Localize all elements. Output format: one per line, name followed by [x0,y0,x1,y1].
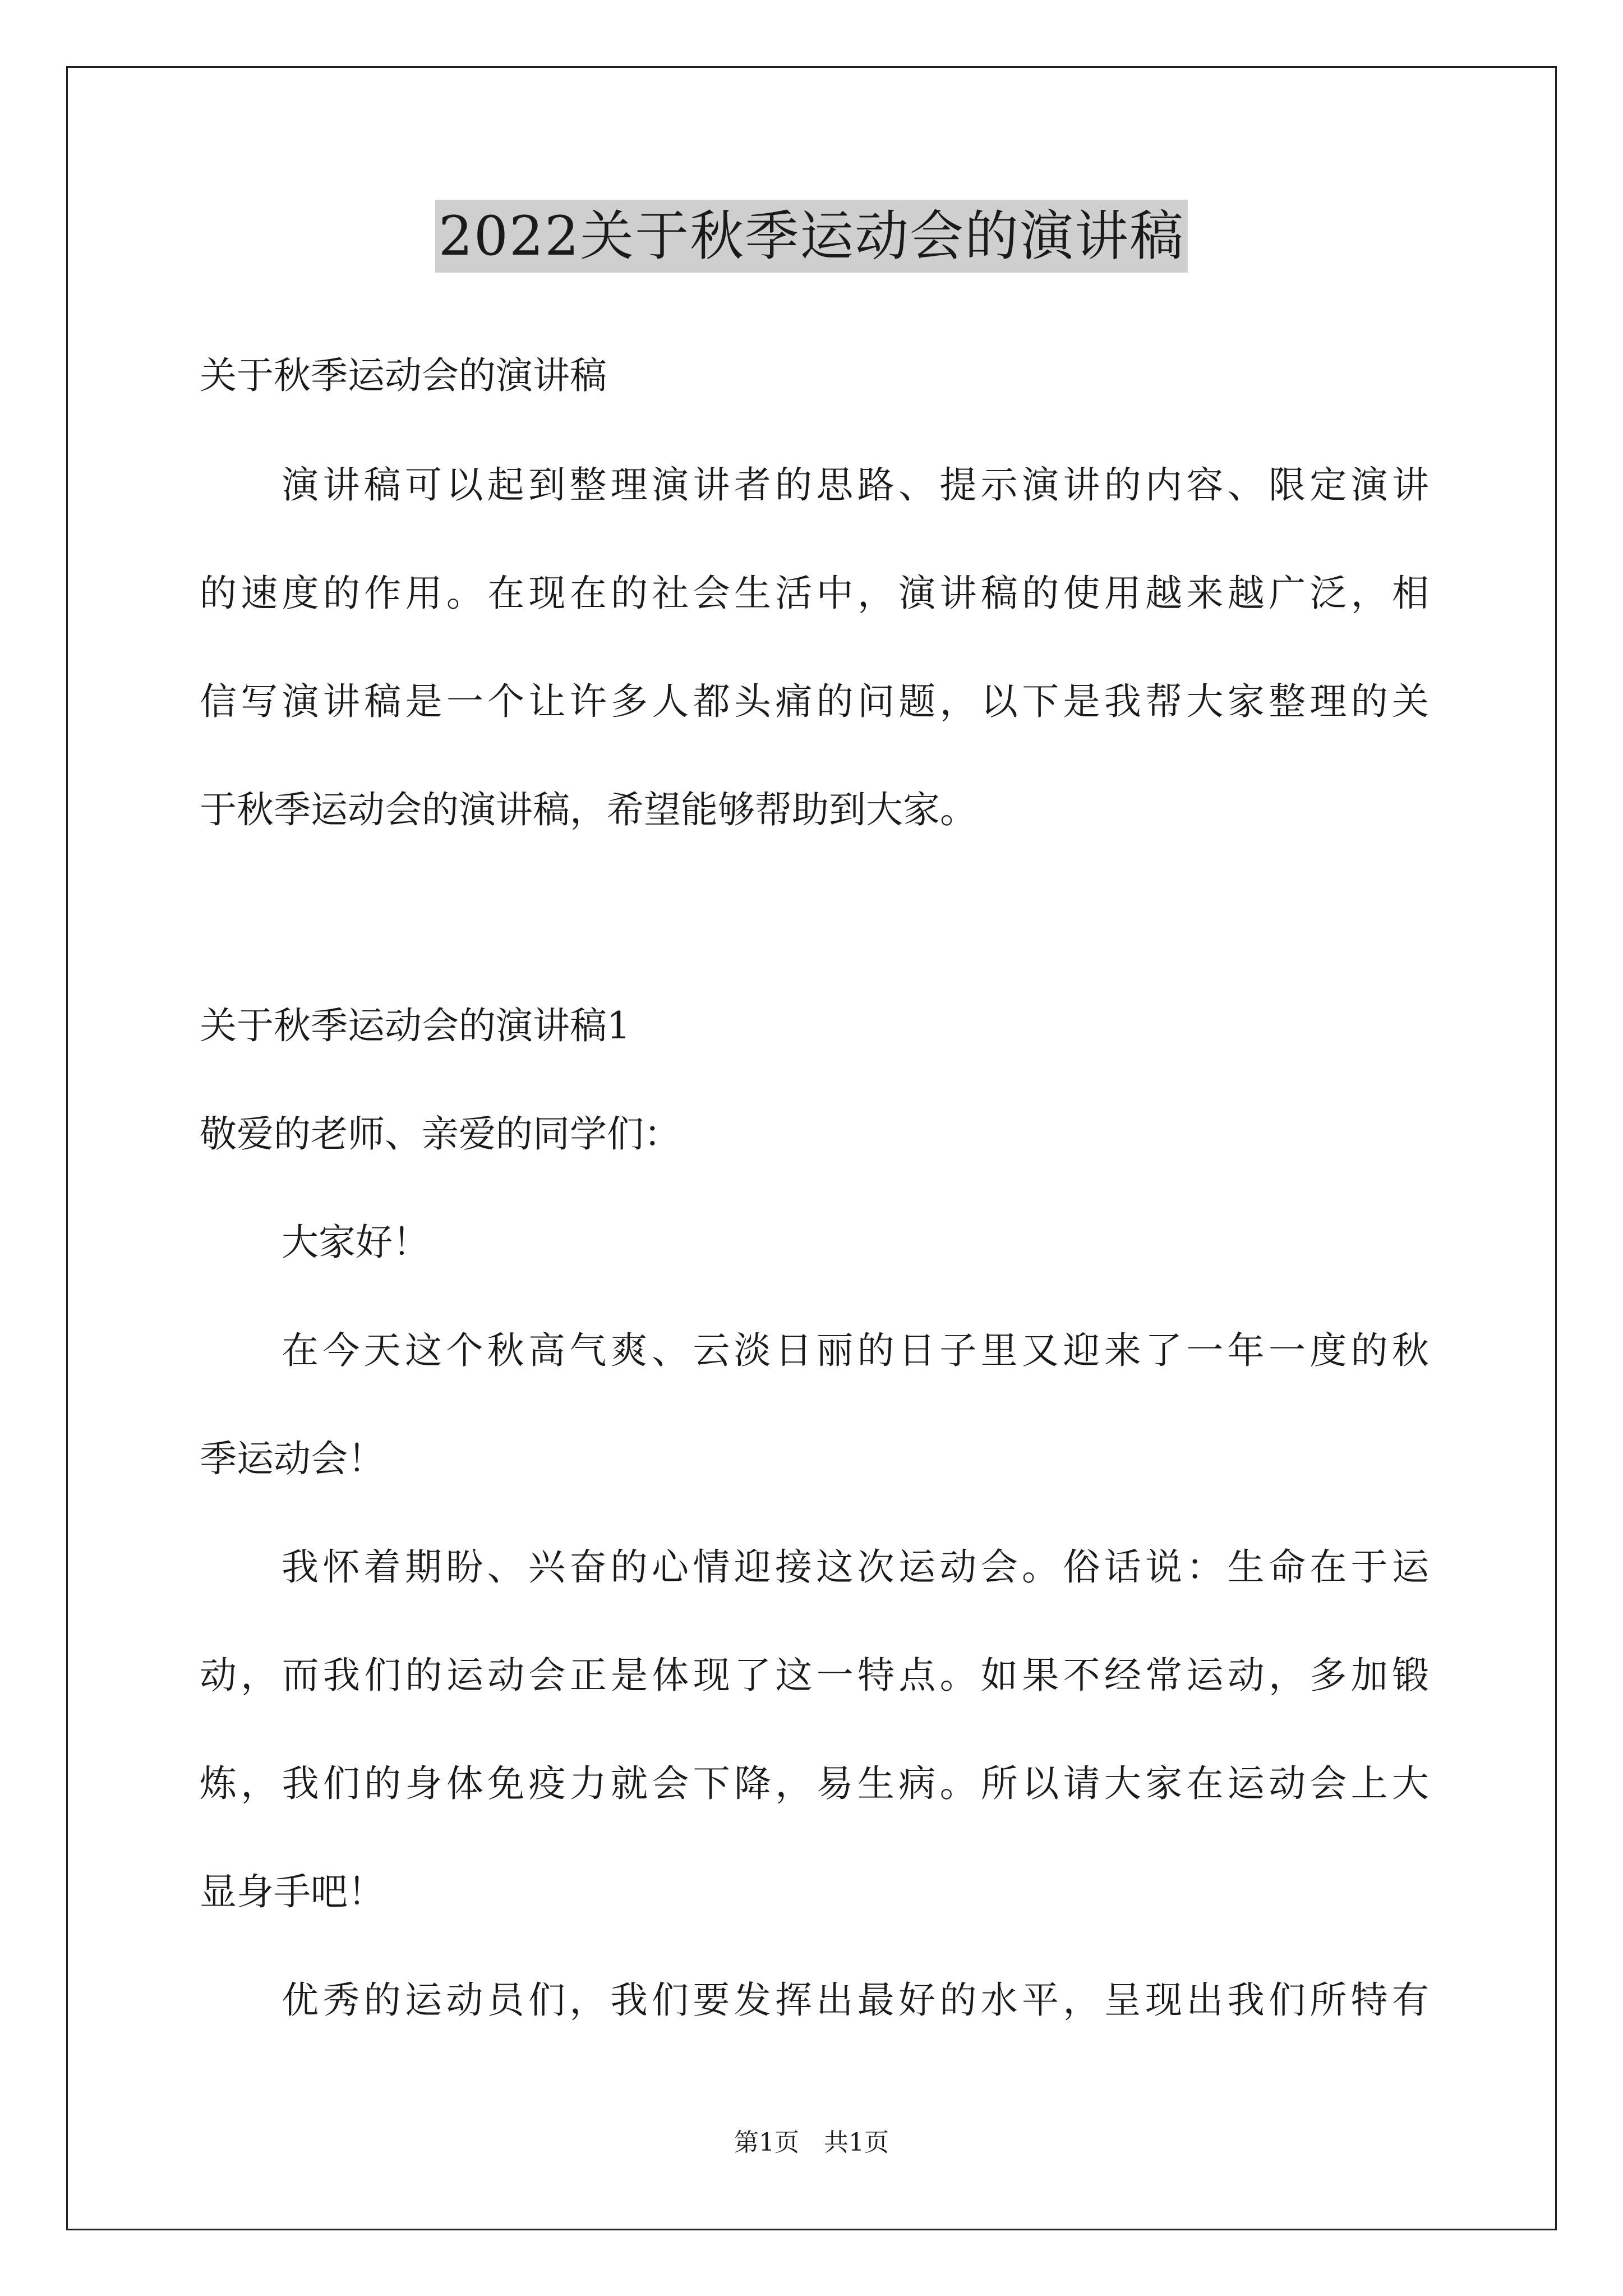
paragraph-line: 炼，我们的身体免疫力就会下降，易生病。所以请大家在运动会上大 [200,1762,1429,1805]
paragraph-line: 动，而我们的运动会正是体现了这一特点。如果不经常运动，多加锻 [200,1654,1429,1697]
paragraph-line: 季运动会！ [200,1437,385,1480]
greeting: 大家好！ [282,1221,430,1264]
paragraph-line: 优秀的运动员们，我们要发挥出最好的水平，呈现出我们所特有 [282,1978,1429,2022]
paragraph-line: 显身手吧！ [200,1870,385,1913]
paragraph-line: 我怀着期盼、兴奋的心情迎接这次运动会。俗话说：生命在于运 [282,1545,1429,1589]
salutation: 敬爱的老师、亲爱的同学们： [200,1112,681,1156]
page-footer: 第1页 共1页 [734,2128,889,2157]
title-block [0,200,1623,273]
document-title: 2022关于秋季运动会的演讲稿 [435,200,1188,273]
paragraph-line: 信写演讲稿是一个让许多人都头痛的问题，以下是我帮大家整理的关 [200,680,1429,723]
section-heading: 关于秋季运动会的演讲稿1 [200,1004,630,1047]
paragraph-line: 的速度的作用。在现在的社会生活中，演讲稿的使用越来越广泛，相 [200,572,1429,615]
paragraph-line: 演讲稿可以起到整理演讲者的思路、提示演讲的内容、限定演讲 [282,463,1429,507]
section-heading: 关于秋季运动会的演讲稿 [200,354,607,397]
paragraph-line: 于秋季运动会的演讲稿，希望能够帮助到大家。 [200,788,977,831]
paragraph-line: 在今天这个秋高气爽、云淡日丽的日子里又迎来了一年一度的秋 [282,1329,1429,1372]
